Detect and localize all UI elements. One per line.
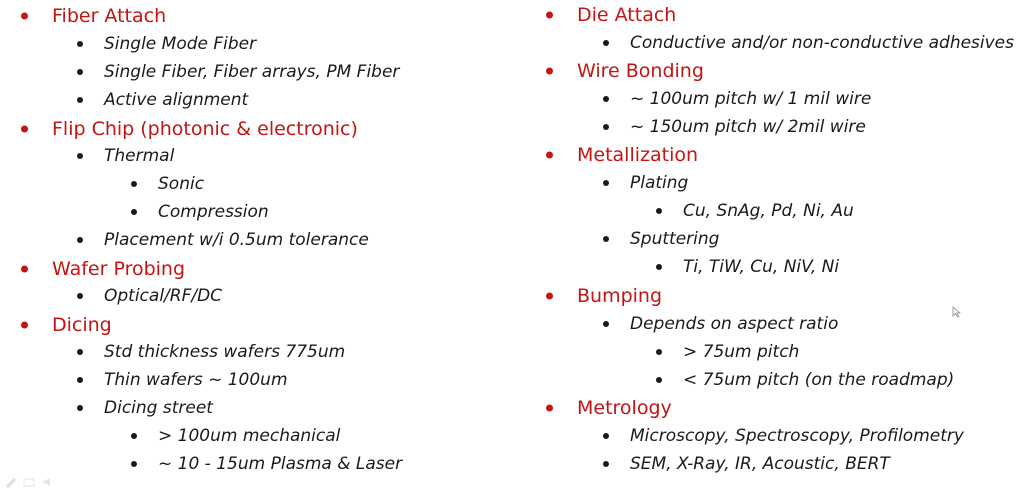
list-subitem-text: Compression [158,202,269,222]
bullet-icon [21,126,28,133]
die-attach-heading [577,4,676,26]
fiber-attach-heading [52,5,166,27]
list-item [630,89,871,109]
flip-chip-title: Flip Chip (photonic & electronic) [52,118,358,140]
wafer-probing-title: Wafer Probing [52,258,186,280]
list-item-text: Plating [630,173,689,193]
bullet-icon [546,152,553,159]
list-item [104,398,213,418]
bullet-icon [77,69,83,75]
metrology-title: Metrology [577,397,672,419]
dicing-heading [52,314,112,336]
bullet-icon [603,96,609,102]
metrology-heading [577,397,672,419]
list-item-text: ~ 150um pitch w/ 2mil wire [630,117,866,137]
list-item-text: Conductive and/or non-conductive adhesives [630,33,1015,53]
flip-chip-heading [52,118,358,140]
bullet-icon [546,68,553,75]
bullet-icon [77,349,83,355]
bullet-icon [656,377,662,383]
list-item-text: Thin wafers ~ 100um [104,370,288,390]
list-item [104,146,174,166]
list-item [104,62,399,82]
list-item-text: Single Mode Fiber [104,34,257,54]
list-subitem [683,370,954,390]
bullet-icon [603,321,609,327]
bullet-icon [131,461,137,467]
list-subitem-text: Sonic [158,174,205,194]
list-item [104,342,345,362]
bullet-icon [546,293,553,300]
list-subitem [158,426,340,446]
bullet-icon [656,208,662,214]
die-attach-title: Die Attach [577,4,677,26]
bullet-icon [77,377,83,383]
bullet-icon [131,433,137,439]
list-item [630,314,838,334]
list-subitem [158,454,402,474]
list-item-text: Thermal [104,146,175,166]
list-subitem [158,174,204,194]
list-item [630,33,1014,53]
list-subitem [683,201,854,221]
bullet-icon [603,40,609,46]
list-subitem-text: > 100um mechanical [158,426,341,446]
wire-bonding-title: Wire Bonding [577,60,704,82]
list-subitem-text: Ti, TiW, Cu, NiV, Ni [683,257,840,277]
bullet-icon [656,349,662,355]
wafer-probing-heading [52,258,185,280]
bullet-icon [77,153,83,159]
list-subitem [158,202,269,222]
bullet-icon [603,124,609,130]
bullet-icon [656,264,662,270]
slideshow-toolbar-icon[interactable] [0,474,80,490]
list-item-text: SEM, X-Ray, IR, Acoustic, BERT [630,454,890,474]
list-item [104,286,222,306]
bumping-title: Bumping [577,285,663,307]
list-subitem-text: > 75um pitch [683,342,800,362]
list-subitem-text: Cu, SnAg, Pd, Ni, Au [683,201,854,221]
bullet-icon [546,12,553,19]
bullet-icon [77,41,83,47]
list-item-text: Dicing street [104,398,213,418]
list-item [630,454,890,474]
list-item-text: Optical/RF/DC [104,286,223,306]
list-item [104,230,369,250]
metallization-title: Metallization [577,144,699,166]
list-subitem-text: < 75um pitch (on the roadmap) [683,370,955,390]
wire-bonding-heading [577,60,704,82]
bullet-icon [131,181,137,187]
mouse-pointer-icon [952,306,961,318]
bullet-icon [603,433,609,439]
bullet-icon [77,293,83,299]
list-item [104,90,248,110]
list-subitem [683,342,799,362]
bullet-icon [603,461,609,467]
bullet-icon [603,236,609,242]
metallization-heading [577,144,698,166]
bullet-icon [603,180,609,186]
list-item-text: Sputtering [630,229,720,249]
bullet-icon [21,266,28,273]
list-item-text: Placement w/i 0.5um tolerance [104,230,369,250]
list-item-text: Microscopy, Spectroscopy, Profilometry [630,426,964,446]
fiber-attach-title: Fiber Attach [52,5,167,27]
bullet-icon [77,405,83,411]
list-item-text: ~ 100um pitch w/ 1 mil wire [630,89,872,109]
list-item-text: Std thickness wafers 775um [104,342,346,362]
list-item [630,229,719,249]
bullet-icon [77,237,83,243]
list-item-text: Depends on aspect ratio [630,314,839,334]
bullet-icon [77,97,83,103]
list-item [630,117,866,137]
list-item-text: Active alignment [104,90,249,110]
bullet-icon [131,209,137,215]
bullet-icon [21,322,28,329]
list-item [104,370,288,390]
list-subitem [683,257,839,277]
list-subitem-text: ~ 10 - 15um Plasma & Laser [158,454,403,474]
list-item [630,426,964,446]
list-item [630,173,688,193]
bumping-heading [577,285,662,307]
dicing-title: Dicing [52,314,112,336]
bullet-icon [546,405,553,412]
list-item-text: Single Fiber, Fiber arrays, PM Fiber [104,62,400,82]
list-item [104,34,256,54]
bullet-icon [21,13,28,20]
